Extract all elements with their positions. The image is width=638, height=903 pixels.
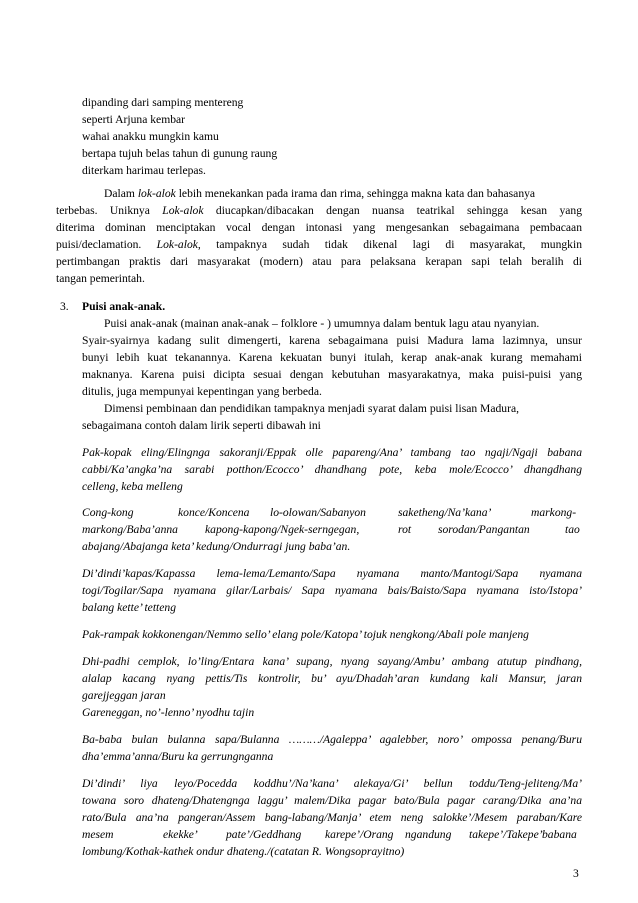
lyric-line: Di’dindi’ liya leyo/Pocedda koddhu’/Na’kana’ alekaya/Gi’ bellun toddu/Teng-jeliteng/Ma’ <box>82 777 582 790</box>
lyric-line: Pak-rampak kokkonengan/Nemmo sello’ elang pole/Katopa’ tojuk nengkong/Abali pole manjeng <box>82 628 529 641</box>
lyric-word: pate’/Geddhang <box>226 828 302 841</box>
paragraph-line: tangan pemerintah. <box>56 272 145 285</box>
lyric-word: karepe’/Orang <box>325 828 394 841</box>
lyric-line: Ba-baba bulan bulanna sapa/Bulanna ………/Agaleppa’ agalebber, noro’ ompossa penang/Buru <box>82 733 582 746</box>
lyric-word: ngandung <box>405 828 452 841</box>
lyric-line: abajang/Abajanga keta’ kedung/Ondurragi jung baba’an. <box>82 540 351 553</box>
lyric-word: lo-olowan/Sabanyon <box>270 506 366 519</box>
lyric-line: rato/Bula ana’na pangeran/Assem bang-labang/Manja’ etem neng salokke’/Mesem paraban/Kare <box>82 811 582 824</box>
paragraph-line: sebagaimana contoh dalam lirik seperti dibawah ini <box>82 419 321 432</box>
paragraph-line: terbebas. Uniknya Lok-alok diucapkan/dibacakan dengan nuansa teatrikal sehingga kesan yang <box>56 204 582 217</box>
poem-line: wahai anakku mungkin kamu <box>82 130 219 143</box>
lyric-line: celleng, keba melleng <box>82 480 183 493</box>
lyric-word: tao <box>565 523 580 536</box>
poem-line: seperti Arjuna kembar <box>82 113 186 126</box>
lyric-line: cabbi/Ka’angka’na sarabi potthon/Ecocco’ dhandhang pote, keba mole/Ecocco’ dhangdhang <box>82 463 582 476</box>
lyric-line: Gareneggan, no’-lenno’ nyodhu tajin <box>82 706 255 719</box>
section-number: 3. <box>60 300 69 313</box>
lyric-line: alalap kacang nyang pettis/Tis kontrolir, bu’ ayu/Dhadah’aran kundang kali Mansur, jaran <box>82 672 582 685</box>
lyric-line: towana soro dhateng/Dhatengnga laggu’ malem/Dika pagar bato/Bula pagar carang/Dika ana’na <box>82 794 582 807</box>
paragraph-line: diterima dominan menciptakan vocal dengan intonasi yang mengesankan sebagaimana pembacaan <box>56 221 582 234</box>
lyric-word: mesem <box>82 828 114 841</box>
lyric-line: Di’dindi’kapas/Kapassa lema-lema/Lemanto/Sapa nyamana manto/Mantogi/Sapa nyamana <box>82 567 582 580</box>
paragraph-line: pertimbangan praktis dari masyarakat (modern) atau para pelaksana kerapan sapi telah beralih di <box>56 255 582 268</box>
lyric-line: garejjeggan jaran <box>82 689 166 702</box>
paragraph-line: Puisi anak-anak (mainan anak-anak – folklore - ) umumnya dalam bentuk lagu atau nyanyian. <box>104 317 540 330</box>
paragraph-line: Syair-syairnya kadang sulit dimengerti, karena sebagaimana puisi Madura lama lazimnya, unsur <box>82 334 582 347</box>
paragraph-line: Dimensi pembinaan dan pendidikan tampaknya menjadi syarat dalam puisi lisan Madura, <box>104 402 520 415</box>
poem-line: dipanding dari samping mentereng <box>82 96 244 109</box>
lyric-line: togi/Togilar/Sapa nyamana gilar/Larbais/ Sapa nyamana bais/Baisto/Sapa nyamana isto/Istopa’ <box>82 584 582 597</box>
page-number: 3 <box>573 867 579 880</box>
paragraph-line: Dalam lok-alok lebih menekankan pada irama dan rima, sehingga makna kata dan bahasanya <box>104 187 536 200</box>
lyric-word: sorodan/Pangantan <box>438 523 530 536</box>
lyric-line: lombung/Kothak-kathek ondur dhateng./(catatan R. Wongsoprayitno) <box>82 845 405 858</box>
poem-line: bertapa tujuh belas tahun di gunung raung <box>82 147 278 160</box>
lyric-word: kapong-kapong/Ngek-serngegan, <box>205 523 360 536</box>
paragraph-line: bunyi lebih kuat tekanannya. Karena kekuatan bunyi itulah, kerap anak-anak kurang memahami <box>82 351 582 364</box>
lyric-word: saketheng/Na’kana’ <box>398 506 492 519</box>
lyric-line: dha’emma’anna/Buru ka gerrungnganna <box>82 750 274 763</box>
paragraph-line: maknanya. Karena puisi dicipta sesuai dengan kebutuhan masyarakatnya, maka puisi-puisi yang <box>82 368 582 381</box>
section-title: Puisi anak-anak. <box>82 300 166 313</box>
lyric-word: konce/Koncena <box>178 506 250 519</box>
lyric-line: Dhi-padhi cemplok, lo’ling/Entara kana’ supang, nyang sayang/Ambu’ ambang atutup pindhang, <box>82 655 582 668</box>
paragraph-line: ditulis, juga mempunyai kepentingan yang berbeda. <box>82 385 322 398</box>
paragraph-line: puisi/declamation. Lok-alok, tampaknya sudah tidak dikenal lagi di masyarakat, mungkin <box>56 238 582 251</box>
lyric-word: markong- <box>531 506 577 519</box>
lyric-word: babana <box>542 828 577 841</box>
lyric-line: Pak-kopak eling/Elingnga sakoranji/Eppak olle papareng/Ana’ tambang tao ngaji/Ngaji babana <box>82 446 582 459</box>
lyric-word: rot <box>398 523 412 536</box>
poem-line: diterkam harimau terlepas. <box>82 164 206 177</box>
lyric-line: balang kette’ tetteng <box>82 601 177 614</box>
lyric-word: ekekke’ <box>163 828 198 841</box>
lyric-word: markong/Baba’anna <box>82 523 178 536</box>
lyric-word: takepe’/Takepe’ <box>469 828 543 841</box>
lyric-word: Cong-kong <box>82 506 134 519</box>
